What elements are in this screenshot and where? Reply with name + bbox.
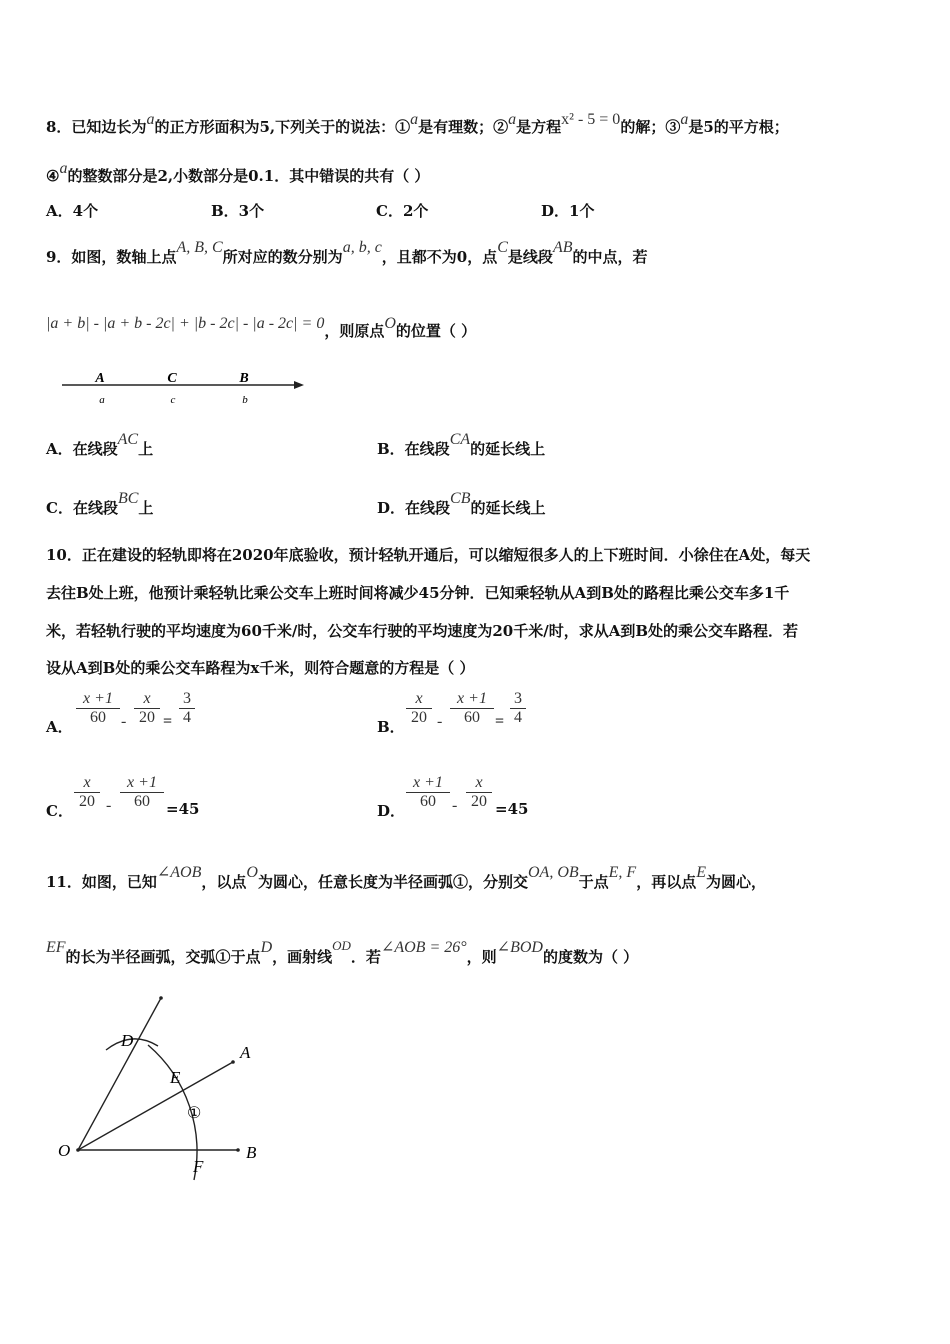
option-text: A．在线段 (46, 440, 118, 458)
fraction (406, 774, 450, 811)
q10-line-3: 米，若轻轨行驶的平均速度为60千米/时，公交车行驶的平均速度为20千米/时，求从A到B处的乘公交车路程．若 (46, 622, 799, 640)
fraction (76, 690, 120, 727)
q8-text: 8．已知边长为 (46, 118, 147, 136)
q10-line-4: 设从A到B处的乘公交车路程为x千米，则符合题意的方程是（ ） (46, 659, 475, 677)
q8-line-1 (46, 111, 789, 137)
q11-given-angle: ∠AOB = 26° (380, 939, 467, 956)
option-segment: CB (450, 490, 471, 507)
label-b: B (246, 1143, 257, 1162)
denominator: 20 (466, 792, 492, 811)
q9-values: a, b, c (342, 239, 382, 256)
q9-line-1 (46, 239, 648, 267)
q9-text: ，则原点 (324, 322, 385, 340)
q9-text: 是线段 (507, 248, 553, 266)
q9-option-a[interactable] (46, 431, 154, 459)
q8-text: ④ (46, 167, 60, 185)
operator: - (121, 713, 127, 730)
q8-option-a[interactable]: A．4个 (46, 202, 99, 220)
operator: - (106, 797, 112, 814)
q8-option-d[interactable]: D．1个 (541, 202, 595, 220)
q11-points: E, F (608, 864, 637, 881)
q8-var-a: a (146, 111, 155, 128)
denominator: 60 (120, 792, 164, 811)
q8-line-2 (46, 160, 430, 186)
q11-text: ，则 (466, 948, 497, 966)
q11-line-2 (46, 938, 639, 967)
label-o: O (58, 1141, 71, 1160)
option-label: B． (377, 718, 405, 736)
numberline-label-c: C (167, 371, 177, 386)
q11-var-d: D (260, 939, 273, 956)
fraction (134, 690, 160, 727)
numerator: x (83, 774, 91, 791)
equals: = (163, 713, 173, 730)
option-label: D． (377, 802, 406, 820)
q8-option-c[interactable]: C．2个 (376, 202, 429, 220)
q9-text: 的中点，若 (572, 248, 648, 266)
numerator: x +1 (83, 690, 113, 707)
q9-number-line (56, 364, 316, 412)
option-text: 的延长线上 (470, 499, 546, 517)
numberline-value-c: c (170, 394, 176, 406)
q9-option-b[interactable] (377, 431, 546, 459)
numerator: 3 (183, 690, 191, 707)
numerator: x +1 (127, 774, 157, 791)
option-text: C．在线段 (46, 499, 118, 517)
denominator: 20 (134, 708, 160, 727)
q8-text: 是有理数；② (418, 118, 509, 136)
q8-text: 的正方形面积为5,下列关于的说法：① (154, 118, 411, 136)
label-a: A (240, 1043, 251, 1062)
numerator: x +1 (413, 774, 443, 791)
label-f: F (193, 1157, 204, 1176)
q11-text: 的长为半径画弧，交弧①于点 (65, 948, 261, 966)
numberline-value-a: a (99, 394, 105, 406)
q11-var-o: O (246, 864, 258, 881)
option-label: C． (46, 802, 73, 820)
ray-end-dot (236, 1148, 240, 1152)
q9-line-2 (46, 315, 477, 341)
denominator: 20 (74, 792, 100, 811)
q11-text: ，再以点 (636, 873, 697, 891)
numerator: 3 (514, 690, 522, 707)
q9-option-d[interactable] (377, 490, 546, 518)
numerator: x (143, 690, 151, 707)
option-label: A． (46, 718, 73, 736)
denominator: 60 (406, 792, 450, 811)
equals: = (495, 713, 505, 730)
q8-text: 的解；③ (620, 118, 681, 136)
q11-angle-figure (50, 990, 280, 1190)
denominator: 4 (510, 708, 526, 727)
q9-option-c[interactable] (46, 490, 154, 518)
label-e: E (170, 1068, 181, 1087)
numberline-label-a: A (95, 371, 105, 386)
q8-text: 是方程 (516, 118, 562, 136)
option-text: 的延长线上 (470, 440, 546, 458)
q11-angle: ∠AOB (156, 864, 202, 881)
q11-ray: OD (332, 938, 351, 953)
number-line-arrow (294, 381, 304, 389)
option-text: 上 (138, 499, 154, 517)
option-segment: BC (117, 490, 139, 507)
label-arc-1: ① (187, 1105, 202, 1122)
equation-tail: =45 (166, 800, 200, 818)
option-segment: CA (449, 431, 471, 448)
operator: - (452, 797, 458, 814)
ray-end-dot (159, 996, 163, 1000)
q11-text: 于点 (578, 873, 609, 891)
q11-text: ．若 (350, 948, 381, 966)
q9-var-ab: AB (552, 239, 573, 256)
q8-text: 的整数部分是2,小数部分是0.1．其中错误的共有（ ） (67, 167, 430, 185)
numberline-label-b: B (239, 371, 249, 386)
fraction (120, 774, 164, 811)
fraction (450, 690, 494, 727)
fraction (466, 774, 492, 811)
q9-text: 9．如图，数轴上点 (46, 248, 177, 266)
numerator: x (475, 774, 483, 791)
denominator: 60 (76, 708, 120, 727)
equation-tail: =45 (495, 800, 529, 818)
q9-text: 的位置（ ） (395, 322, 477, 340)
numberline-value-b: b (242, 394, 248, 406)
q9-points: A, B, C (176, 239, 223, 256)
q8-var-a: a (410, 111, 419, 128)
denominator: 60 (450, 708, 494, 727)
q8-option-b[interactable]: B．3个 (211, 202, 265, 220)
q11-var-e: E (696, 864, 706, 881)
fraction (74, 774, 100, 811)
q11-text: ，画射线 (272, 948, 333, 966)
numerator: x +1 (457, 690, 487, 707)
q11-rays: OA, OB (527, 864, 579, 881)
fraction (406, 690, 432, 727)
denominator: 4 (179, 708, 195, 727)
q8-text: 是5的平方根； (688, 118, 789, 136)
operator: - (437, 713, 443, 730)
q8-var-a: a (59, 160, 68, 177)
ray-end-dot (231, 1060, 235, 1064)
q9-text: 所对应的数分别为 (222, 248, 343, 266)
label-d: D (121, 1031, 134, 1050)
numerator: x (415, 690, 423, 707)
option-text: D．在线段 (377, 499, 451, 517)
q11-text: 11．如图，已知 (46, 873, 157, 891)
option-text: B．在线段 (377, 440, 450, 458)
q11-text: 为圆心，任意长度为半径画弧①，分别交 (257, 873, 528, 891)
q8-equation: x² - 5 = 0 (561, 111, 621, 128)
q11-text: 的度数为（ ） (542, 948, 639, 966)
q9-text: ，且都不为0，点 (381, 248, 498, 266)
q10-line-2: 去往B处上班，他预计乘轻轨比乘公交车上班时间将减少45分钟．已知乘轻轨从A到B处的路程比乘公交车多1千 (46, 584, 790, 602)
fraction (510, 690, 526, 727)
option-text: 上 (138, 440, 154, 458)
q11-text: 为圆心， (706, 873, 767, 891)
q10-line-1: 10．正在建设的轻轨即将在2020年底验收，预计轻轨开通后，可以缩短很多人的上下班时间．小徐住在A处，每天 (46, 546, 811, 564)
denominator: 20 (406, 708, 432, 727)
q9-var-o: O (384, 315, 396, 332)
q8-var-a: a (680, 111, 689, 128)
q11-text: ，以点 (201, 873, 247, 891)
q11-seg: EF (46, 939, 66, 956)
q9-var-c: C (497, 239, 508, 256)
option-segment: AC (117, 431, 139, 448)
q11-ask-angle: ∠BOD (496, 939, 543, 956)
q8-var-a: a (508, 111, 517, 128)
q9-equation: |a + b| - |a + b - 2c| + |b - 2c| - |a - 2c| = 0 (46, 315, 325, 332)
q11-line-1 (46, 864, 767, 892)
point-o (76, 1148, 80, 1152)
fraction (179, 690, 195, 727)
